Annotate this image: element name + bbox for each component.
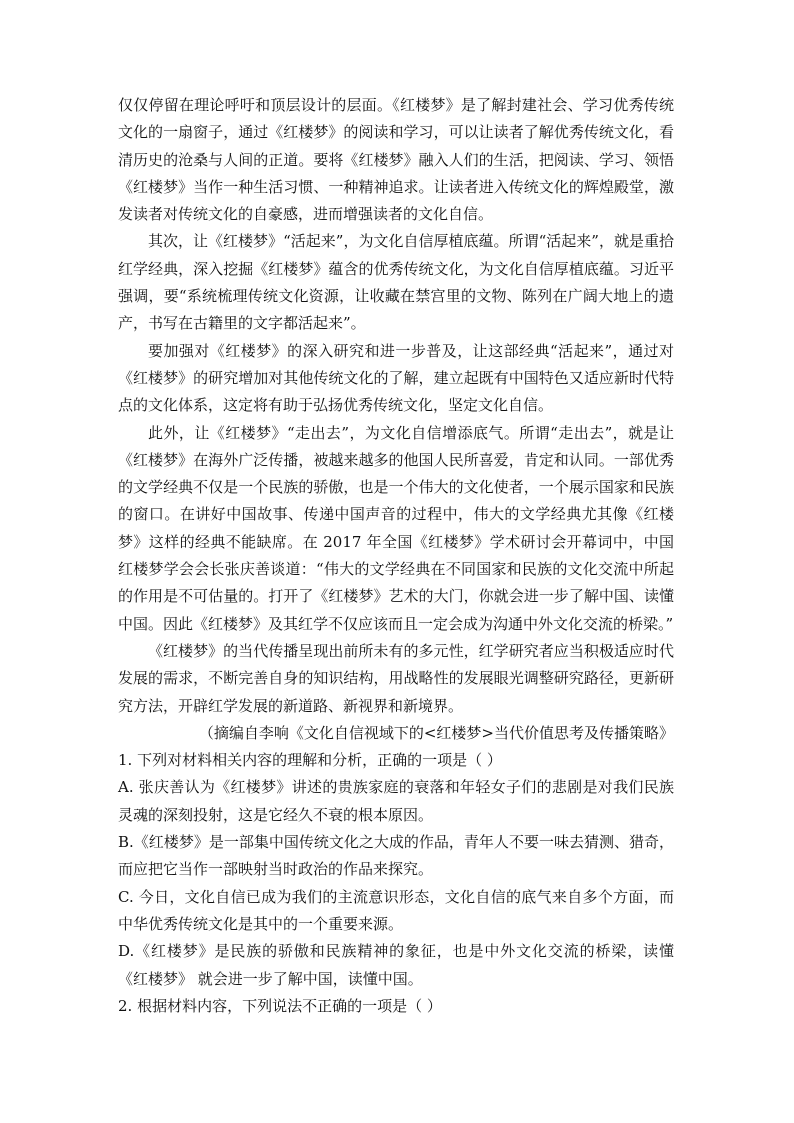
paragraph-5: 《红楼梦》的当代传播呈现出前所未有的多元性，红学研究者应当积极适应时代发展的需求，不断完善自身的知识结构，用战略性的发展眼光调整研究路径，更新研究方法，开辟红学发展的新道路、新视界和新境界。 bbox=[118, 641, 674, 715]
question-1-stem: 1. 下列对材料相关内容的理解和分析，正确的一项是（ ） bbox=[118, 751, 502, 770]
question-1-option-c: C. 今日，文化自信已成为我们的主流意识形态，文化自信的底气来自多个方面，而中华优秀传统文化是其中的一个重要来源。 bbox=[118, 887, 674, 933]
question-1-option-d: D.《红楼梦》是民族的骄傲和民族精神的象征，也是中外文化交流的桥梁，读懂《红楼梦》 就会进一步了解中国，读懂中国。 bbox=[118, 942, 674, 988]
paragraph-3: 要加强对《红楼梦》的深入研究和进一步普及，让这部经典“活起来”，通过对《红楼梦》的研究增加对其他传统文化的了解，建立起既有中国特色又适应新时代特点的文化体系，这定将有助于弘扬优秀传统文化，坚定文化自信。 bbox=[118, 341, 674, 415]
question-1-option-b: B.《红楼梦》是一部集中国传统文化之大成的作品，青年人不要一味去猜测、猎奇，而应把它当作一部映射当时政治的作品来探究。 bbox=[118, 833, 674, 879]
paragraph-2: 其次，让《红楼梦》“活起来”，为文化自信厚植底蕴。所谓“活起来”，就是重拾红学经典，深入挖掘《红楼梦》蕴含的优秀传统文化，为文化自信厚植底蕴。习近平强调，要“系统梳理传统文化资源，让收藏在禁宫里的文物、陈列在广阔大地上的遗产，书写在古籍里的文字都活起来”。 bbox=[118, 232, 674, 333]
question-2-stem: 2. 根据材料内容，下列说法不正确的一项是（ ） bbox=[118, 996, 442, 1015]
question-1-option-a: A. 张庆善认为《红楼梦》讲述的贵族家庭的衰落和年轻女子们的悲剧是对我们民族灵魂的深刻投射，这是它经久不衰的根本原因。 bbox=[118, 778, 674, 824]
source-citation: （摘编自李响《文化自信视域下的<红楼梦>当代价值思考及传播策略》 bbox=[198, 723, 674, 742]
document-page bbox=[118, 92, 674, 1020]
paragraph-1: 仅仅停留在理论呼吁和顶层设计的层面。《红楼梦》是了解封建社会、学习优秀传统文化的一扇窗子，通过《红楼梦》的阅读和学习，可以让读者了解优秀传统文化，看清历史的沧桑与人间的正道。要将《红楼梦》融入人们的生活，把阅读、学习、领悟《红楼梦》当作一种生活习惯、一种精神追求。让读者进入传统文化的辉煌殿堂，激发读者对传统文化的自豪感，进而增强读者的文化自信。 bbox=[118, 96, 674, 224]
paragraph-4: 此外，让《红楼梦》“走出去”，为文化自信增添底气。所谓“走出去”，就是让《红楼梦》在海外广泛传播，被越来越多的他国人民所喜爱，肯定和认同。一部优秀的文学经典不仅是一个民族的骄傲，也是一个伟大的文化使者，一个展示国家和民族的窗口。在讲好中国故事、传递中国声音的过程中，伟大的文学经典尤其像《红楼梦》这样的经典不能缺席。在 2017 年全国《红楼梦》学术研讨会开幕词中，中国红楼梦学会会长张庆善谈道：“伟大的文学经典在不同国家和民族的文化交流中所起的作用是不可估量的。打开了《红楼梦》艺术的大门，你就会进一步了解中国、读懂中国。因此《红楼梦》及其红学不仅应该而且一定会成为沟通中外文化交流的桥梁。” bbox=[118, 423, 674, 633]
